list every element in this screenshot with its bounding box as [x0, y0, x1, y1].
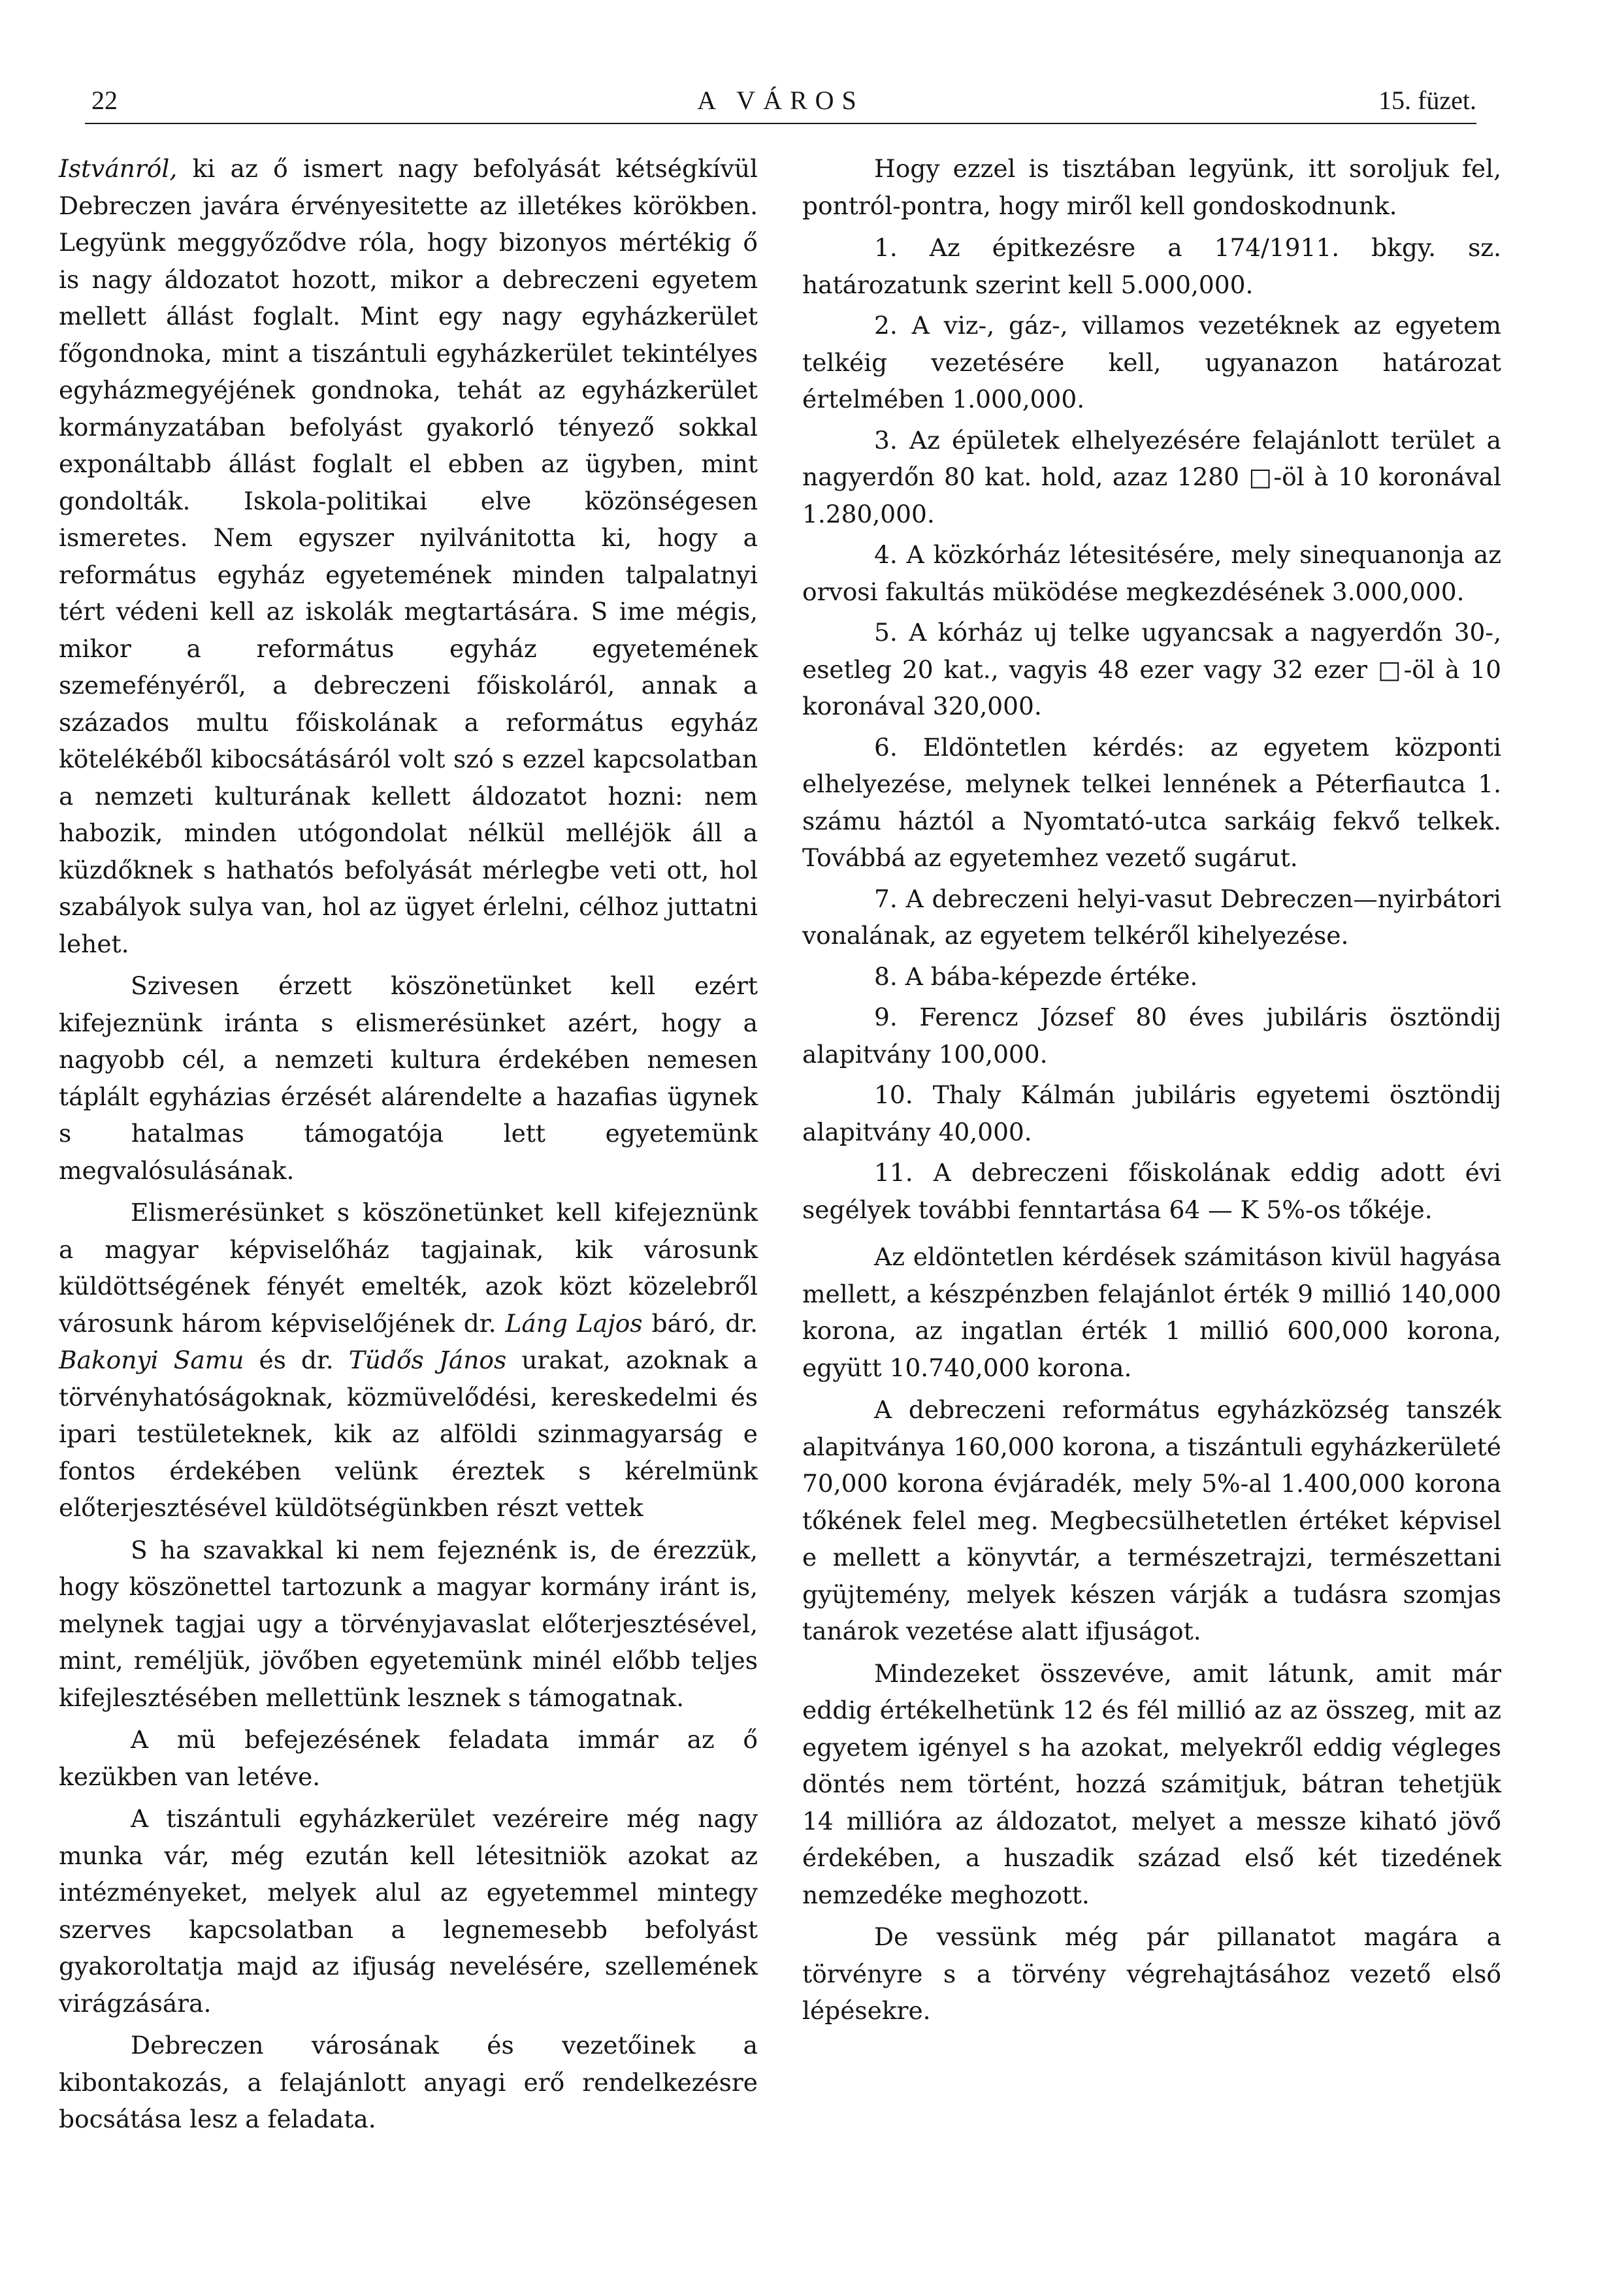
paragraph: S ha szavakkal ki nem fejeznénk is, de érezzük, hogy köszönettel tartozunk a magyar kormány iránt is, melynek tagjai ugy a törvényjavaslat előterjesztésével, mint, reméljük, jövőben egyetemünk minél előbb teljes kifejlesztésében mellettünk lesznek s támogatnak. — [59, 1535, 758, 1712]
list-item: 6. Eldöntetlen kérdés: az egyetem központi elhelyezése, melynek telkei lennének a Péterfiautca 1. számu háztól a Nyomtató-utca sarkáig fekvő telkek. Továbbá az egyetemhez vezető sugárut. — [802, 732, 1501, 872]
list-item: 2. A viz-, gáz-, villamos vezetéknek az egyetem telkéig vezetésére kell, ugyanazon határozat értelmében 1.000,000. — [802, 311, 1501, 413]
paragraph: Szivesen érzett köszönetünket kell ezért kifejeznünk iránta s elismerésünket azért, hogy a nagyobb cél, a nemzeti kultura érdekében nemesen táplált egyházias érzését alárendelte a hazafias ügynek s hatalmas támogatója lett egyetemünk megvalósulásának. — [59, 971, 758, 1185]
list-item: 10. Thaly Kálmán jubiláris egyetemi ösztöndij alapitvány 40,000. — [802, 1080, 1501, 1146]
issue-number: 15. füzet. — [1378, 86, 1476, 115]
paragraph: A debreczeni református egyházközség tanszék alapitványa 160,000 korona, a tiszántuli egyházkerületé 70,000 korona évjáradék, mely 5%-al 1.400,000 korona tőkének felel meg. Megbecsülhetetlen értéket képvisel e mellett a könyvtár, a természetrajzi, természettani gyüjtemény, melyek készen várják a tudásra szomjas tanárok vezetése alatt ifjuságot. — [802, 1395, 1501, 1645]
list-item: 4. A közkórház létesitésére, mely sinequanonja az orvosi fakultás müködése megkezdésének 3.000,000. — [802, 540, 1501, 606]
paragraph: De vessünk még pár pillanatot magára a törvényre s a törvény végrehajtásához vezető első lépésekre. — [802, 1922, 1501, 2025]
paragraph: Az eldöntetlen kérdések számitáson kivül hagyása mellett, a készpénzben felajánlot érték 9 millió 140,000 korona, az ingatlan érték 1 millió 600,000 korona, együtt 10.740,000 korona. — [802, 1242, 1501, 1382]
paragraph: A tiszántuli egyházkerület vezéreire még nagy munka vár, még ezután kell létesitniök azokat az intézményeket, melyek alul az egyetemmel mintegy szerves kapcsolatban a legnemesebb befolyást gyakoroltatja majd az ifjuság nevelésére, szellemének virágzására. — [59, 1804, 758, 2018]
list-item: 3. Az épületek elhelyezésére felajánlott terület a nagyerdőn 80 kat. hold, azaz 1280 □-öl à 10 koronával 1.280,000. — [802, 425, 1501, 528]
paragraph: Istvánról, ki az ő ismert nagy befolyását kétségkívül Debreczen javára érvényesitette az illetékes körökben. Legyünk meggyőződve róla, hogy bizonyos mértékig ő is nagy áldozatot hozott, mikor a debreczeni egyetem mellett állást foglalt. Mint egy nagy egyházkerület főgondnoka, mint a tiszántuli egyházkerület tekintélyes egyházmegyéjének gondnoka, tehát az egyházkerület kormányzatában befolyást gyakorló tényező sokkal exponáltabb állást foglalt el ebben az ügyben, mint gondolták. Iskola-politikai elve közönségesen ismeretes. Nem egyszer nyilvánitotta ki, hogy a református egyház egyetemének minden talpalatnyi tért védeni kell az iskolák megtartására. S ime mégis, mikor a református egyház egyetemének szemefényéről, a debreczeni főiskoláról, annak a százados multu főiskolának a református egyház kötelékéből kibocsátásáról volt szó s ezzel kapcsolatban a nemzeti kulturának kellett áldozatot hozni: nem habozik, minden utógondolat nélkül melléjök áll a küzdőknek s hathatós befolyását mérlegbe veti ott, hol szabályok sulya van, hol az ügyet érlelni, célhoz juttatni lehet. — [59, 154, 758, 958]
paragraph: Debreczen városának és vezetőinek a kibontakozás, a felajánlott anyagi erő rendelkezésre bocsátása lesz a feladata. — [59, 2031, 758, 2133]
running-header — [85, 85, 1476, 124]
paragraph: Elismerésünket s köszönetünket kell kifejeznünk a magyar képviselőház tagjainak, kik városunk küldöttségének fényét emelték, azok közt közelebről városunk három képviselőjének dr. Láng Lajos báró, dr. Bakonyi Samu és dr. Tüdős János urakat, azoknak a törvényhatóságoknak, közmüvelődési, kereskedelmi és ipari testületeknek, kik az alföldi szinmagyarság e fontos érdekében velünk éreztek s kérelmünk előterjesztésével küldötségünkben részt vettek — [59, 1198, 758, 1522]
right-column — [802, 150, 1501, 2035]
list-item: 1. Az épitkezésre a 174/1911. bkgy. sz. határozatunk szerint kell 5.000,000. — [802, 233, 1501, 299]
paragraph: A mü befejezésének feladata immár az ő kezükben van letéve. — [59, 1725, 758, 1791]
journal-title: A VÁROS — [697, 86, 864, 115]
header-rule — [85, 123, 1476, 124]
list-item: 9. Ferencz József 80 éves jubiláris ösztöndij alapitvány 100,000. — [802, 1003, 1501, 1069]
paragraph: Hogy ezzel is tisztában legyünk, itt soroljuk fel, pontról-pontra, hogy miről kell gondoskodnunk. — [802, 154, 1501, 220]
person-name: Láng Lajos — [505, 1308, 643, 1338]
list-item: 8. A bába-képezde értéke. — [874, 962, 1198, 991]
list-item: 11. A debreczeni főiskolának eddig adott évi segélyek további fenntartása 64 — K 5%-os tőkéje. — [802, 1158, 1501, 1224]
list-item: 5. A kórház uj telke ugyancsak a nagyerdőn 30-, esetleg 20 kat., vagyis 48 ezer vagy 32 ezer □-öl à 10 koronával 320,000. — [802, 618, 1501, 720]
left-column — [59, 150, 758, 2143]
page-number: 22 — [91, 86, 118, 115]
person-name: Tüdős János — [348, 1346, 507, 1374]
list-item: 7. A debreczeni helyi-vasut Debreczen—nyirbátori vonalának, az egyetem telkéről kihelyezése. — [802, 884, 1501, 950]
paragraph: Mindezeket összevéve, amit látunk, amit már eddig értékelhetünk 12 és fél millió az az összeg, mit az egyetem igényel s ha azokat, melyekről eddig végleges döntés nem történt, hozzá számitjuk, bátran tehetjük 14 millióra az áldozatot, melyet a messze kiható jövő érdekében, a huszadik század első két tizedének nemzedéke meghozott. — [802, 1658, 1501, 1909]
person-name: Bakonyi Samu — [59, 1346, 244, 1374]
person-name: Istvánról, — [59, 154, 178, 183]
